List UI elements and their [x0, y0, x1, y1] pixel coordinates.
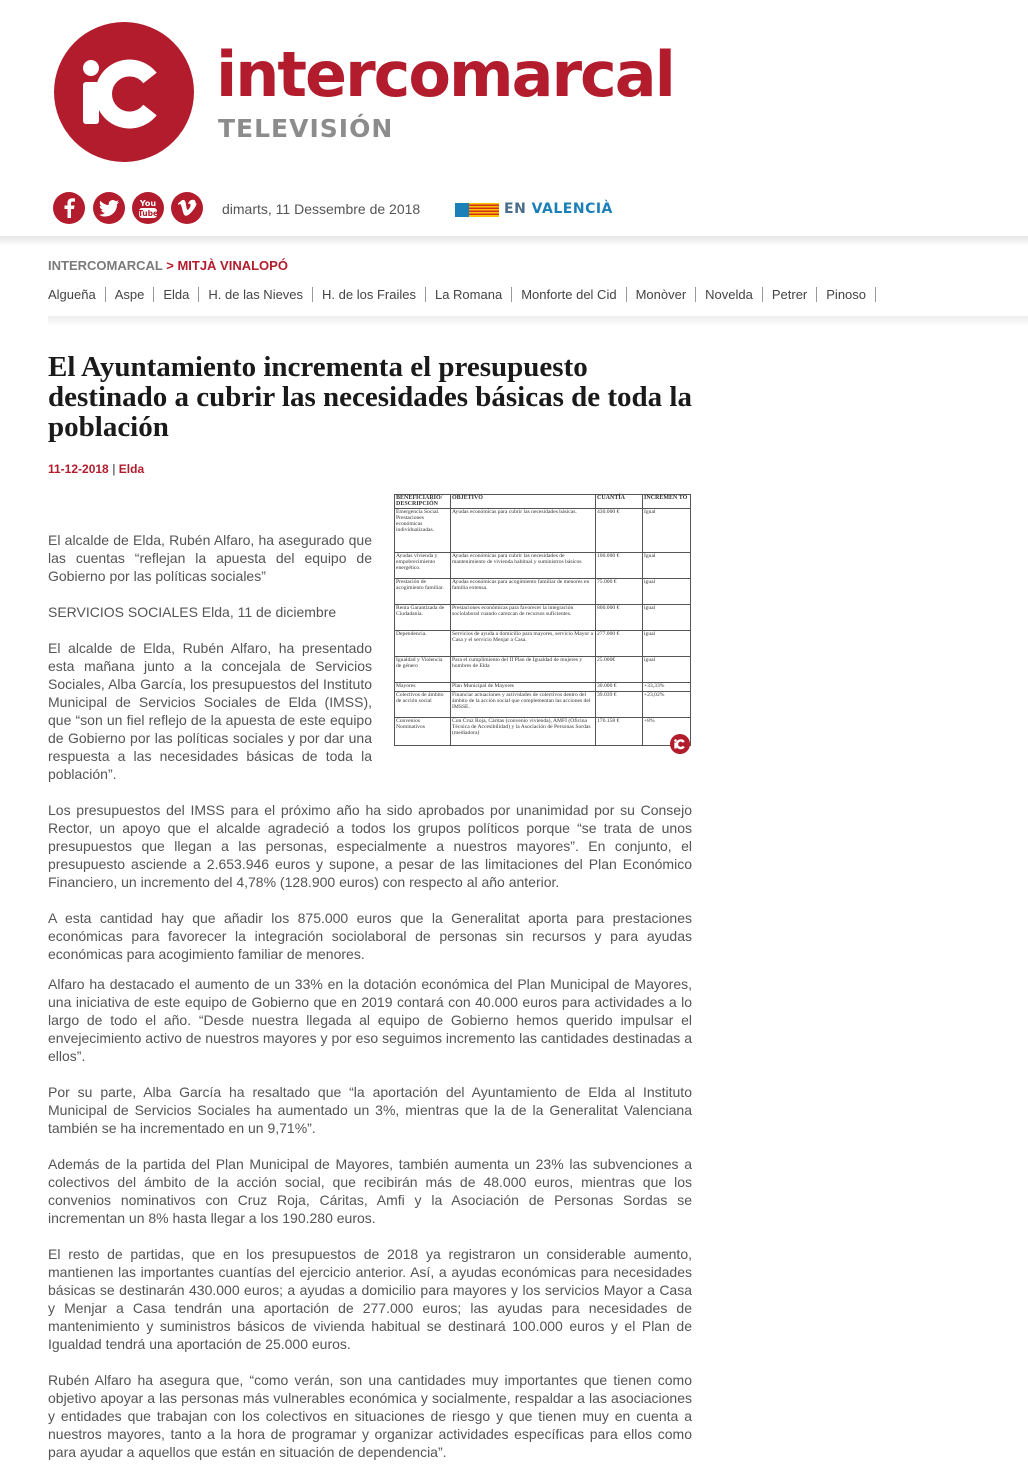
table-cell: 30.000 € — [596, 682, 643, 691]
table-cell: igual — [643, 578, 691, 604]
nav-item-novelda[interactable]: Novelda — [696, 287, 763, 302]
language-switch[interactable] — [504, 201, 613, 217]
current-date: dimarts, 11 Dessembre de 2018 — [222, 201, 421, 217]
table-row — [395, 656, 691, 682]
table-cell: 176.158 € — [596, 717, 643, 745]
article-paragraph: A esta cantidad hay que añadir los 875.000 euros que la Generalitat aporta para prestaciones económicas para favorecer la integración sociolaboral de personas sin recursos y para ayudas económicas para acogimiento familiar de menores. — [48, 910, 692, 962]
budget-table — [394, 494, 691, 746]
language-prefix: EN — [504, 201, 527, 217]
table-cell: Para el cumplimiento del II Plan de Igualdad de mujeres y hombres de Elda — [451, 656, 596, 682]
table-row — [395, 578, 691, 604]
article-paragraph: Alfaro ha destacado el aumento de un 33% en la dotación económica del Plan Municipal de Mayores, una iniciativa de este equipo de Gobierno que en 2019 contará con 40.000 euros para actividades a lo largo de todo el año. “Desde nuestra llegada al equipo de Gobierno hemos querido impulsar el envejecimiento activo de nuestros mayores y por eso seguimos incremento las cantidades destinadas a ellos”. — [48, 976, 692, 1064]
table-cell: Ayudas vivienda y empobrecimiento energético. — [395, 552, 451, 578]
nav-item-pinoso[interactable]: Pinoso — [817, 287, 876, 302]
table-header-row — [395, 495, 691, 509]
table-cell: Prestación de acogimiento familiar. — [395, 578, 451, 604]
table-header-cell: OBJETIVO — [451, 495, 596, 509]
article-paragraph: El alcalde de Elda, Rubén Alfaro, ha presentado esta mañana junto a la concejala de Servicios Sociales, Alba García, los presupuestos del Instituto Municipal de Servicios Sociales de Elda (IMSS), que “son un fiel reflejo de la apuesta de este equipo de Gobierno por las políticas sociales y por dar una respuesta a las necesidades básicas de toda la población”. — [48, 640, 372, 782]
header-divider — [0, 236, 1028, 246]
table-header-cell: INCREMEN TO — [643, 495, 691, 509]
table-row — [395, 552, 691, 578]
article-title: El Ayuntamiento incrementa el presupuesto destinado a cubrir las necesidades básicas de toda la población — [48, 351, 692, 443]
article-date: 11-12-2018 — [48, 462, 109, 476]
table-cell: 25.000€ — [596, 656, 643, 682]
table-cell: Servicios de ayuda a domicilio para mayores, servicio Mayor a Casa y el servicio Menjar a Casa. — [451, 630, 596, 656]
budget-table-image[interactable] — [394, 494, 690, 756]
table-cell: +8% — [643, 717, 691, 745]
table-cell: +33,33% — [643, 682, 691, 691]
nav-item-la-romana[interactable]: La Romana — [426, 287, 512, 302]
nav-item-alguena[interactable]: Algueña — [48, 287, 106, 302]
table-row — [395, 717, 691, 745]
table-cell: 100.000 € — [596, 552, 643, 578]
table-cell: Renta Garantizada de Ciudadanía. — [395, 604, 451, 630]
table-cell: Igual — [643, 508, 691, 552]
breadcrumb-separator: > — [166, 258, 174, 273]
table-cell: Convenios Nominativos — [395, 717, 451, 745]
article-meta-separator: | — [112, 462, 116, 476]
nav-item-h-frailes[interactable]: H. de los Frailes — [313, 287, 426, 302]
svg-text:You: You — [139, 199, 157, 208]
twitter-icon[interactable] — [93, 192, 125, 224]
table-cell: igual — [643, 656, 691, 682]
table-cell: Dependencia. — [395, 630, 451, 656]
table-cell: Colectivos de ámbito de acción social — [395, 691, 451, 717]
nav-item-monforte[interactable]: Monforte del Cid — [512, 287, 626, 302]
youtube-icon[interactable] — [132, 192, 164, 224]
table-cell: 430.000 € — [596, 508, 643, 552]
table-cell: Ayudas económicas para cubrir las necesidades básicas. — [451, 508, 596, 552]
table-header-cell: CUANTÍA — [596, 495, 643, 509]
article-paragraph: Además de la partida del Plan Municipal de Mayores, también aumenta un 23% las subvenciones a colectivos del ámbito de la acción social, que recibirán más de 48.000 euros, mientras que los convenios nominativos con Cruz Roja, Cáritas, Amfi y la Asociación de Personas Sordas se incrementan un 8% hasta llegar a los 190.280 euros. — [48, 1156, 692, 1226]
intercomarcal-logo[interactable] — [54, 22, 194, 162]
brand-subtitle: TELEVISIÓN — [218, 114, 394, 143]
table-row — [395, 508, 691, 552]
watermark-logo-icon — [670, 734, 690, 754]
table-cell: Ayudas económicas para acogimiento familiar de menores en familia extensa. — [451, 578, 596, 604]
article-town[interactable]: Elda — [118, 462, 145, 476]
table-cell: +23,02% — [643, 691, 691, 717]
table-cell: 800.000 € — [596, 604, 643, 630]
nav-item-aspe[interactable]: Aspe — [106, 287, 155, 302]
table-cell: Mayores — [395, 682, 451, 691]
table-row — [395, 691, 691, 717]
table-cell: Igualdad y Violencia de género — [395, 656, 451, 682]
article-paragraph: Por su parte, Alba García ha resaltado que “la aportación del Ayuntamiento de Elda al Instituto Municipal de Servicios Sociales ha aumentado un 3%, mientras que la de la Generalitat Valenciana también se ha incrementado en un 9,71%”. — [48, 1084, 692, 1136]
article-lead: El alcalde de Elda, Rubén Alfaro, ha asegurado que las cuentas “reflejan la apuesta del equipo de Gobierno por las políticas sociales” — [48, 532, 372, 584]
table-cell: Prestaciones económicas para favorecer la integración sociolaboral cuando carezcan de recursos suficientes. — [451, 604, 596, 630]
facebook-icon[interactable] — [53, 192, 85, 224]
table-cell: 75.000 € — [596, 578, 643, 604]
table-cell: Con Cruz Roja, Cáritas (convenio vivienda), AMFI (Oficina Técnica de Accesibilidad) y la Asociación de Personas Sordas (mediadora) — [451, 717, 596, 745]
article-paragraph: Los presupuestos del IMSS para el próximo año ha sido aprobados por unanimidad por su Consejo Rector, un apoyo que el alcalde agradeció a todos los grupos políticos porque “se trata de unos presupuestos que llegan a las personas, especialmente a nuestros mayores”. En conjunto, el presupuesto asciende a 2.653.946 euros y supone, a pesar de las limitaciones del Plan Económico Financiero, un incremento del 4,78% (128.900 euros) con respecto al año anterior. — [48, 802, 692, 890]
table-cell: igual — [643, 604, 691, 630]
breadcrumb — [48, 258, 288, 273]
breadcrumb-root[interactable]: INTERCOMARCAL — [48, 258, 163, 273]
table-cell: igual — [643, 630, 691, 656]
nav-item-elda[interactable]: Elda — [154, 287, 199, 302]
language-name: VALENCIÀ — [531, 201, 613, 217]
table-cell: Ayudas económicas para cubrir las necesidades de mantenimiento de vivienda habitual y suministros básicos — [451, 552, 596, 578]
table-row — [395, 682, 691, 691]
article-paragraph: SERVICIOS SOCIALES Elda, 11 de diciembre — [48, 604, 337, 620]
table-cell: Financiar actuaciones y actividades de colectivos dentro del ámbito de la acción social que complementan las acciones del IMSSE. — [451, 691, 596, 717]
town-nav — [48, 287, 876, 302]
nav-divider — [48, 316, 1028, 326]
table-cell: 39.039 € — [596, 691, 643, 717]
nav-item-monover[interactable]: Monòver — [627, 287, 697, 302]
table-cell: Emergencia Social. Prestaciones económicas individualizadas. — [395, 508, 451, 552]
article-meta — [48, 462, 144, 476]
nav-item-petrer[interactable]: Petrer — [763, 287, 817, 302]
table-header-cell: BENEFICIARIO/ DESCRIPCIÓN — [395, 495, 451, 509]
table-cell: 277.000 € — [596, 630, 643, 656]
table-cell: Igual — [643, 552, 691, 578]
breadcrumb-current[interactable]: MITJÀ VINALOPÓ — [177, 258, 288, 273]
table-row — [395, 630, 691, 656]
article-paragraph: El resto de partidas, que en los presupuestos de 2018 ya registraron un considerable aumento, mantienen las importantes cuantías del ejercicio anterior. Así, a ayudas económicas para necesidades básicas se destinarán 430.000 euros; a ayudas a domicilio para mayores y los servicios Mayor a Casa y Menjar a Casa tendrán una aportación de 277.000 euros; las ayudas para necesidades de mantenimiento y suministros básicos de vivienda habitual se destinará 100.000 euros y el Plan de Igualdad tendrá una aportación de 25.000 euros. — [48, 1246, 692, 1352]
article-paragraph: Rubén Alfaro ha asegura que, “como verán, son una cantidades muy importantes que tienen como objetivo apoyar a las personas más vulnerables económica y socialmente, respaldar a las asociaciones y entidades que trabajan con los colectivos en situaciones de riesgo y que tienen muy en cuenta a nuestros mayores, tanto a la hora de programar y organizar actividades específicas para ellos como para ayudar a aquellos que están en situación de dependencia”. — [48, 1372, 692, 1460]
table-cell: Plan Municipal de Mayores — [451, 682, 596, 691]
table-row — [395, 604, 691, 630]
svg-text:Tube: Tube — [137, 209, 159, 218]
nav-item-h-nieves[interactable]: H. de las Nieves — [199, 287, 313, 302]
brand-name[interactable]: intercomarcal — [216, 38, 674, 111]
valencia-flag-icon[interactable] — [455, 203, 499, 217]
vimeo-icon[interactable] — [171, 192, 203, 224]
